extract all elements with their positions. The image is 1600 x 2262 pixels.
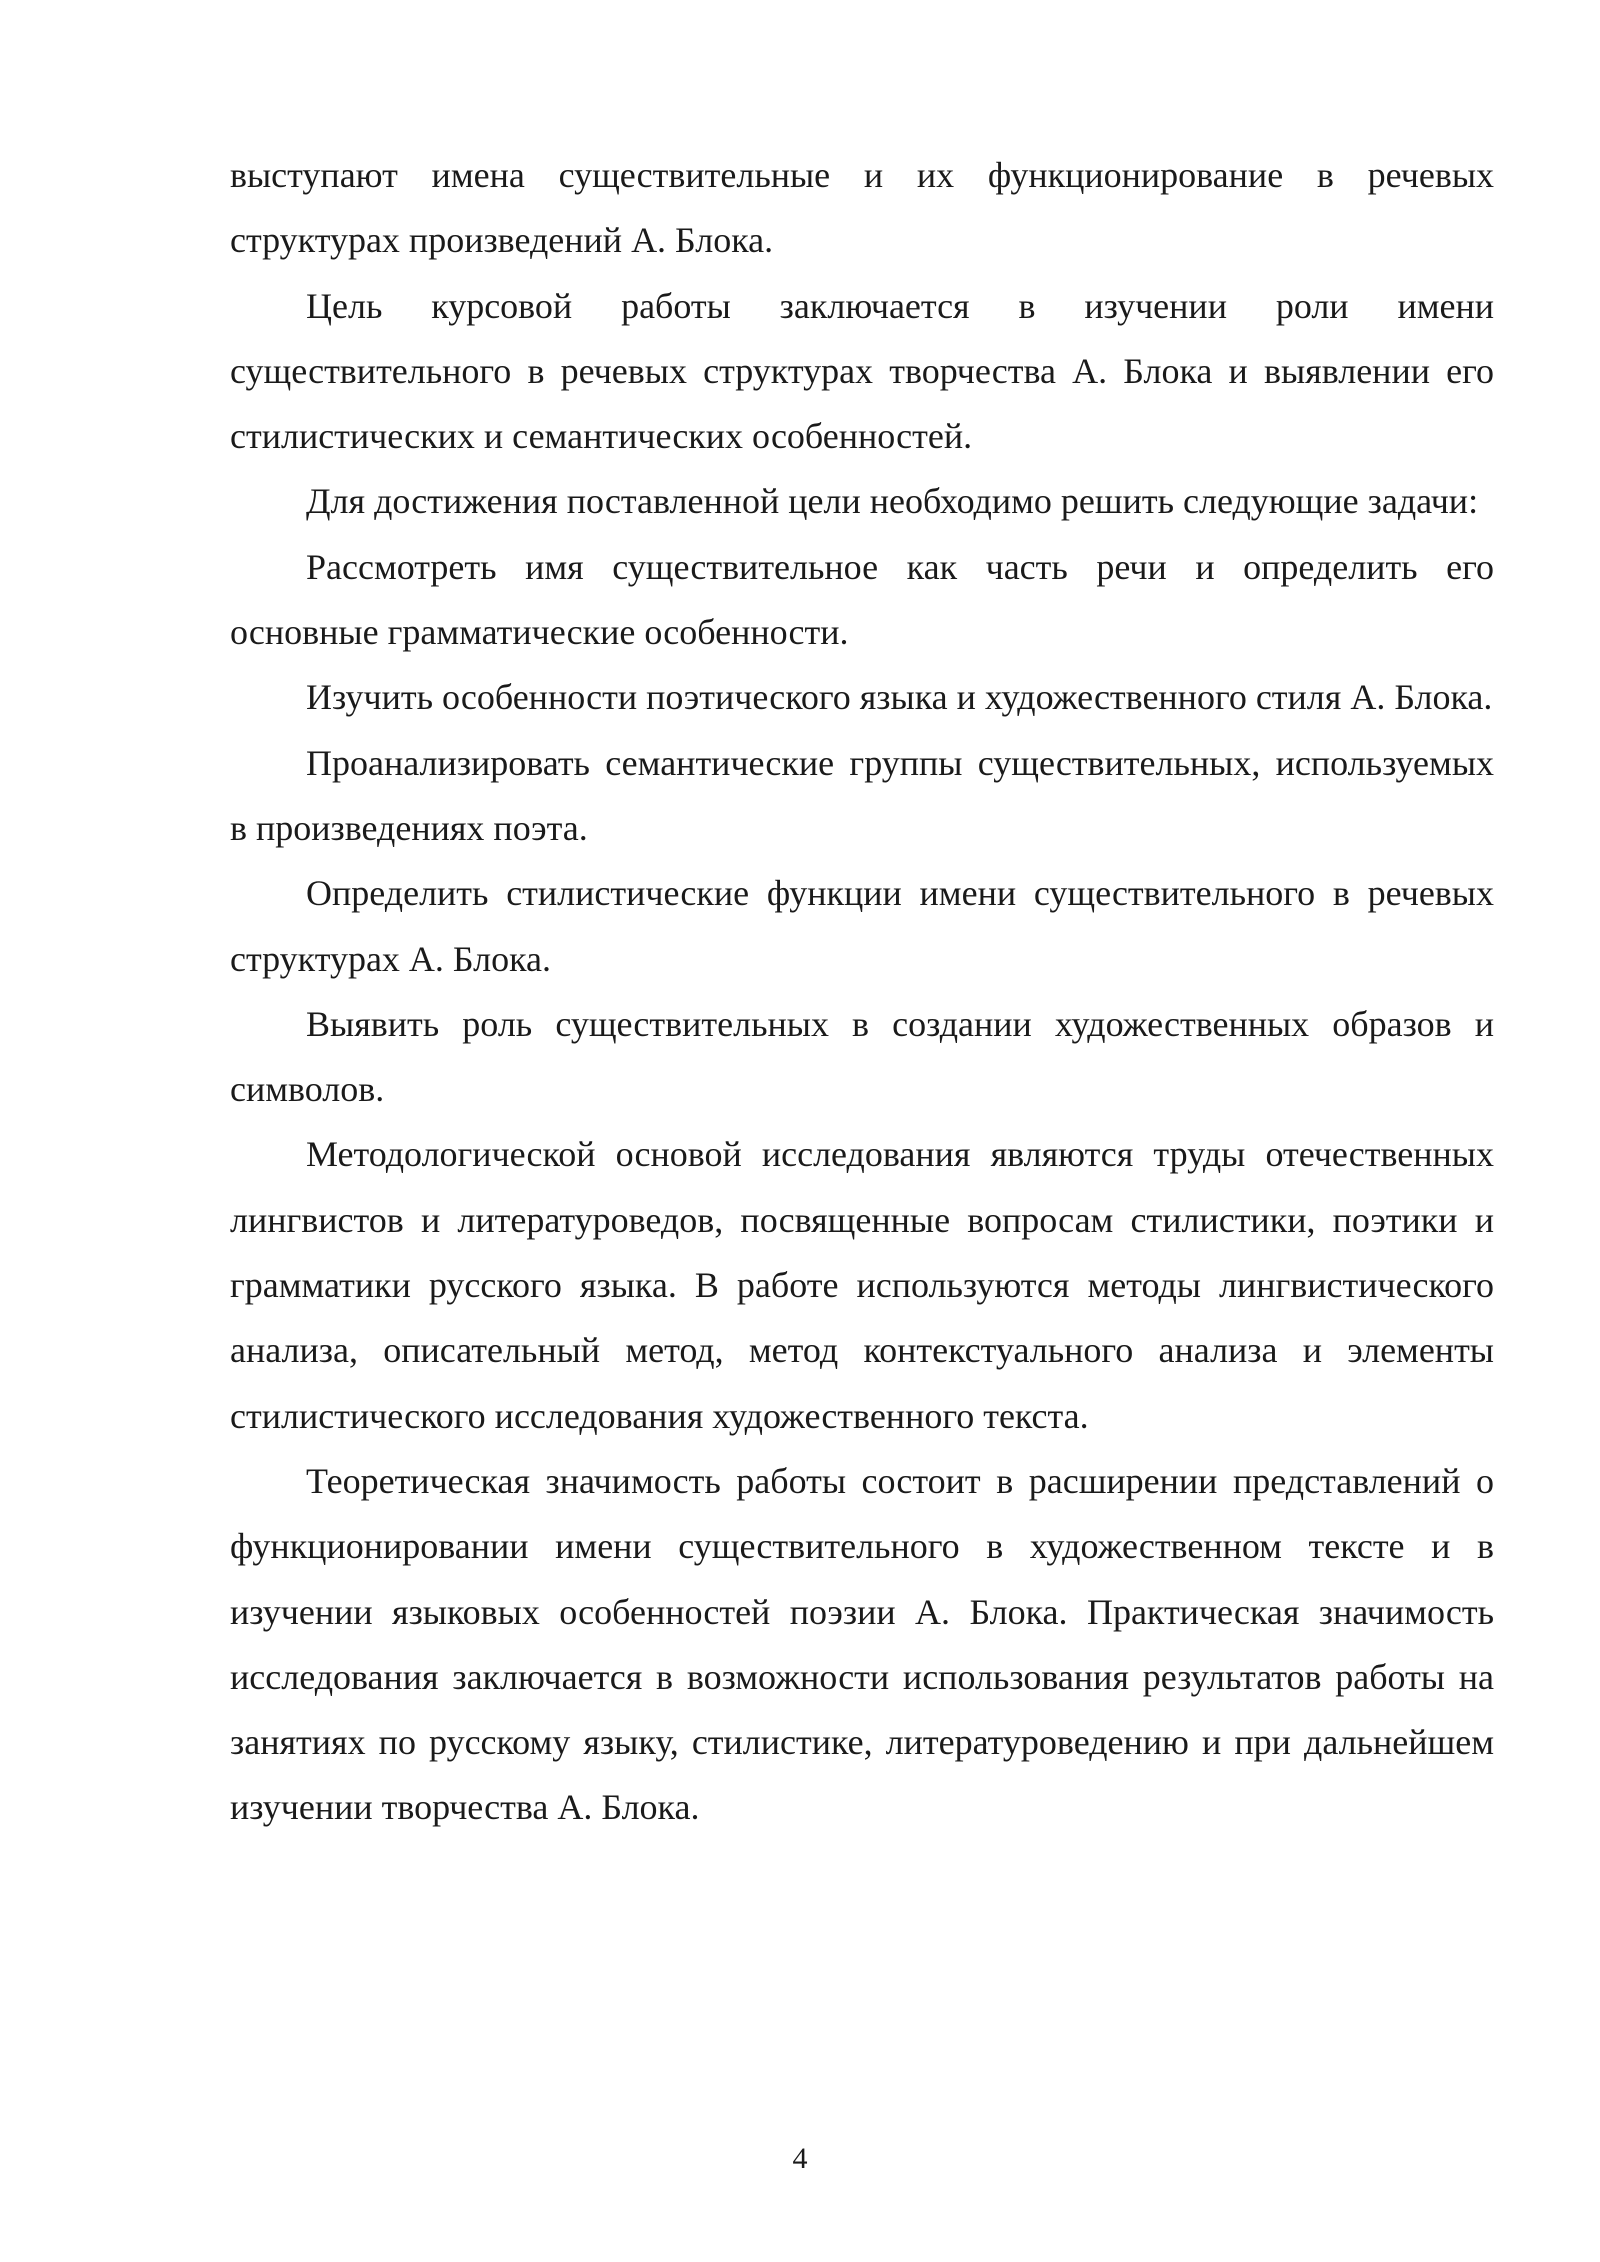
paragraph-methodology: Методологической основой исследования являются труды отечественных лингвистов и литературоведов, посвященные вопросам стилистики, поэтики и грамматики русского языка. В работе используются методы лингвистического анализа, описательный метод, метод контекстуального анализа и элементы стилистического исследования художественного текста. bbox=[230, 1134, 1494, 1436]
page-number: 4 bbox=[792, 2142, 808, 2175]
body-text bbox=[230, 143, 1494, 1841]
paragraph-task-3: Проанализировать семантические группы существительных, используемых в произведениях поэта. bbox=[230, 742, 1494, 848]
paragraph-task-4: Определить стилистические функции имени существительного в речевых структурах А. Блока. bbox=[230, 873, 1494, 979]
paragraph-task-2: Изучить особенности поэтического языка и художественного стиля А. Блока. bbox=[306, 677, 1493, 718]
paragraph-significance: Теоретическая значимость работы состоит в расширении представлений о функционировании имени существительного в художественном тексте и в изучении языковых особенностей поэзии А. Блока. Практическая значимость исследования заключается в возможности использования результатов работы на занятиях по русскому языку, стилистике, литературоведению и при дальнейшем изучении творчества А. Блока. bbox=[230, 1460, 1494, 1828]
paragraph-tasks-intro: Для достижения поставленной цели необходимо решить следующие задачи: bbox=[306, 481, 1479, 522]
paragraph-task-5: Выявить роль существительных в создании художественных образов и символов. bbox=[230, 1003, 1494, 1110]
paragraph-continuation: выступают имена существительные и их функционирование в речевых структурах произведений А. Блока. bbox=[230, 155, 1494, 261]
paragraph-task-1: Рассмотреть имя существительное как часть речи и определить его основные грамматические особенности. bbox=[230, 546, 1494, 653]
paragraph-goal: Цель курсовой работы заключается в изучении роли имени существительного в речевых структурах творчества А. Блока и выявлении его стилистических и семантических особенностей. bbox=[230, 285, 1494, 457]
